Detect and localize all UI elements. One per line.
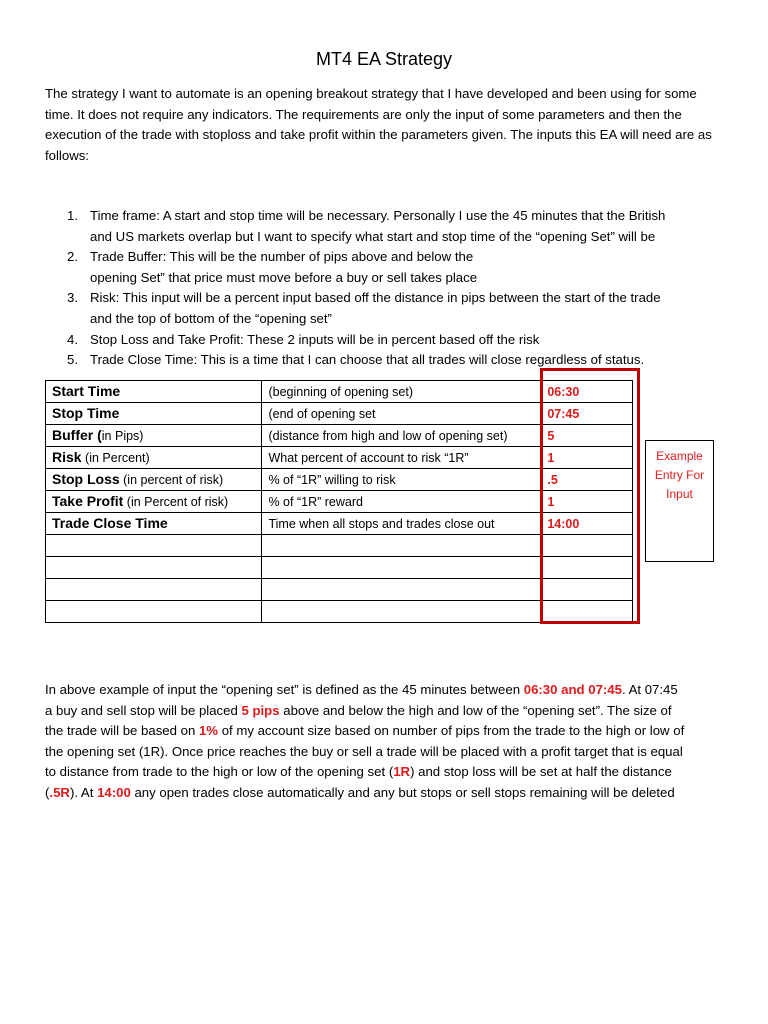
- requirement-line: opening Set” that price must move before a buy or sell takes place: [90, 269, 478, 285]
- example-note-box: [645, 440, 714, 562]
- requirement-item: [45, 206, 725, 247]
- param-label-cell: [46, 469, 262, 491]
- param-label-unit: in Pips): [101, 429, 144, 443]
- requirement-line: Trade Close Time: This is a time that I can choose that all trades will close regardless of status.: [90, 352, 645, 368]
- requirement-line: Stop Loss and Take Profit: These 2 inputs will be in percent based off the risk: [90, 331, 540, 347]
- param-label: Stop Time: [52, 405, 120, 421]
- list-number: 2.: [67, 249, 78, 265]
- requirement-item: [45, 330, 725, 351]
- page-title: MT4 EA Strategy: [315, 49, 453, 69]
- requirement-line: Risk: This input will be a percent input based off the distance in pips between the start of the trade: [90, 290, 661, 306]
- summary-line: [45, 762, 735, 783]
- param-description: % of “1R” willing to risk: [262, 469, 541, 491]
- note-line: Entry For: [654, 468, 705, 482]
- summary-line: [45, 680, 735, 701]
- param-label: Buffer (: [52, 427, 102, 443]
- param-value: 1: [541, 491, 633, 513]
- requirement-line: Time frame: A start and stop time will be necessary. Personally I use the 45 minutes that the British: [90, 208, 666, 223]
- summary-line: [45, 721, 735, 742]
- highlight-text: 5 pips: [241, 702, 280, 718]
- param-label: Start Time: [52, 383, 121, 399]
- param-label-cell: [46, 403, 262, 425]
- param-label-unit: (in Percent): [81, 451, 150, 465]
- list-number: 3.: [67, 290, 78, 306]
- param-label-cell: [46, 381, 262, 403]
- text-run: the trade will be based on: [45, 723, 199, 739]
- highlight-text: 1%: [198, 723, 219, 739]
- param-value: 06:30: [541, 381, 633, 403]
- highlight-text: 14:00: [97, 784, 131, 800]
- param-label-cell: [46, 513, 262, 535]
- summary-paragraph: [45, 680, 735, 804]
- param-label: Take Profit: [52, 493, 124, 509]
- example-values-highlight: [540, 368, 640, 624]
- requirement-line: and the top of bottom of the “opening set”: [90, 310, 332, 326]
- text-run: (: [45, 784, 50, 800]
- summary-line: [45, 783, 735, 804]
- requirement-line: Trade Buffer: This will be the number of pips above and below the: [90, 249, 474, 265]
- param-label: Trade Close Time: [52, 515, 168, 531]
- highlight-text: .5R: [49, 784, 70, 800]
- param-value: .5: [541, 469, 633, 491]
- requirement-item: [45, 247, 725, 288]
- param-description: Time when all stops and trades close out: [262, 513, 541, 535]
- intro-paragraph: The strategy I want to automate is an opening breakout strategy that I have developed and been using for some time. It does not require any indicators. The requirements are only the input of some parameters and then the execution of the trade with stoploss and take profit within the parameters given. The inputs this EA will need are as follows:: [45, 86, 712, 163]
- requirement-item: [45, 288, 725, 329]
- list-number: 1.: [67, 208, 78, 223]
- param-description: (end of opening set: [262, 403, 541, 425]
- param-value: 1: [541, 447, 633, 469]
- list-number: 5.: [67, 352, 78, 368]
- requirements-list: [45, 206, 725, 371]
- text-run: of my account size based on number of pips from the trade to the high or low of: [218, 723, 685, 739]
- summary-line: [45, 701, 735, 722]
- text-run: a buy and sell stop will be placed: [45, 702, 242, 718]
- param-value: 14:00: [541, 513, 633, 535]
- text-run: above and below the high and low of the “opening set”. The size of: [279, 702, 672, 718]
- note-line: Example: [656, 449, 703, 463]
- note-line: Input: [666, 487, 693, 501]
- text-run: In above example of input the “opening set” is defined as the 45 minutes between: [45, 682, 524, 697]
- param-description: (beginning of opening set): [262, 381, 541, 403]
- text-run: ). At: [69, 784, 98, 800]
- param-value: 5: [541, 425, 633, 447]
- text-run: to distance from trade to the high or low of the opening set (: [45, 764, 394, 780]
- text-run: any open trades close automatically and any but stops or sell stops remaining will be deleted: [130, 784, 675, 800]
- list-number: 4.: [67, 331, 78, 347]
- param-description: % of “1R” reward: [262, 491, 541, 513]
- param-label-cell: [46, 491, 262, 513]
- text-run: ) and stop loss will be set at half the distance: [410, 764, 672, 780]
- param-value: 07:45: [541, 403, 633, 425]
- highlight-text: 1R: [393, 764, 411, 780]
- param-label-cell: [46, 425, 262, 447]
- requirement-line: and US markets overlap but I want to specify what start and stop time of the “opening Set” will be: [90, 228, 656, 244]
- text-run: . At 07:45: [621, 682, 678, 697]
- param-label-unit: (in percent of risk): [119, 473, 224, 487]
- param-description: (distance from high and low of opening set): [262, 425, 541, 447]
- param-description: What percent of account to risk “1R”: [262, 447, 541, 469]
- param-label-cell: [46, 447, 262, 469]
- highlight-text: 06:30 and 07:45: [523, 682, 622, 697]
- param-label: Stop Loss: [52, 471, 120, 487]
- param-label: Risk: [52, 449, 82, 465]
- summary-line: the opening set (1R). Once price reaches the buy or sell a trade will be placed with a profit target that is equal: [45, 743, 683, 759]
- param-label-unit: (in Percent of risk): [123, 495, 229, 509]
